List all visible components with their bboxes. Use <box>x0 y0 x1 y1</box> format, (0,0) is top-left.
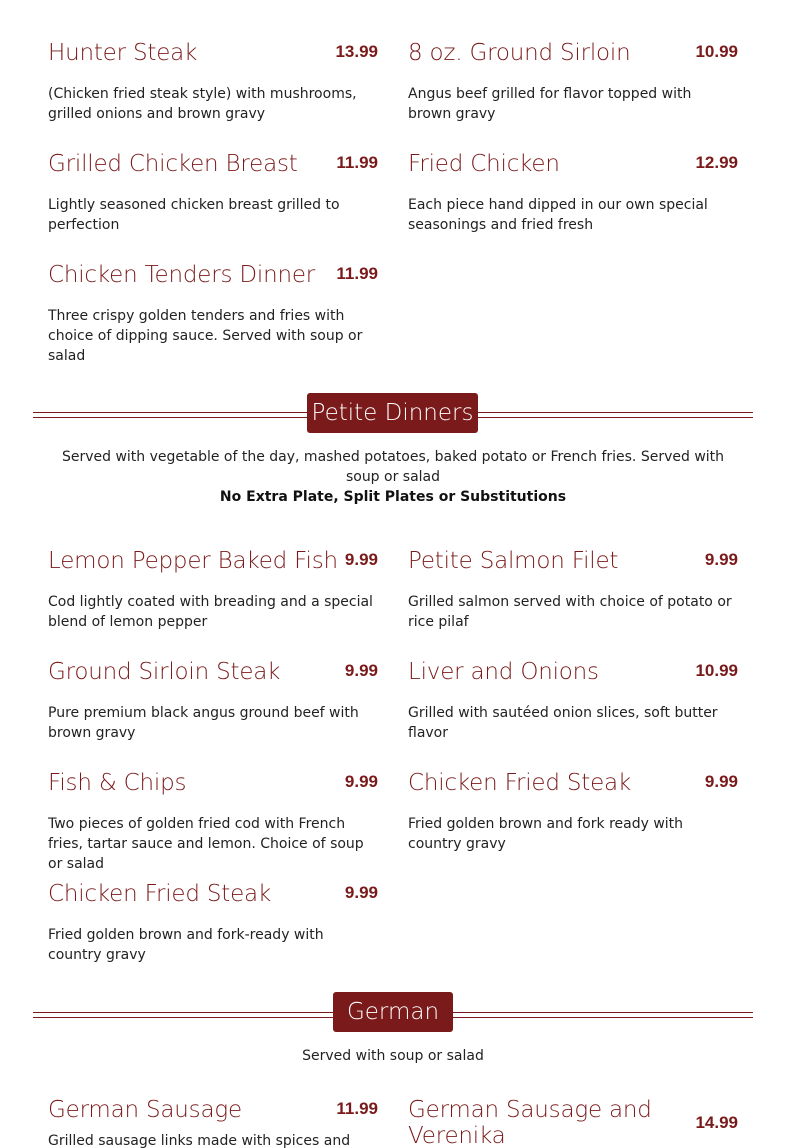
menu-item-description: Fried golden brown and fork-ready with country gravy <box>48 927 324 963</box>
menu-item-description: Lightly seasoned chicken breast grilled to perfection <box>48 197 340 233</box>
menu-item-price: 11.99 <box>336 1099 378 1118</box>
menu-item-description: Three crispy golden tenders and fries with choice of dipping sauce. Served with soup or salad <box>48 308 363 364</box>
section-note: Served with vegetable of the day, mashed potatoes, baked potato or French fries. Served with soup or salad <box>61 449 725 485</box>
menu-item-description: Grilled sausage links made with spices and <box>48 1133 351 1148</box>
menu-item-price: 12.99 <box>695 153 738 172</box>
menu-item-name: Fish & Chips <box>48 770 187 796</box>
menu-item-name: Grilled Chicken Breast <box>48 151 298 177</box>
menu-item-description: Each piece hand dipped in our own special seasonings and fried fresh <box>408 197 708 233</box>
menu-item-name: Chicken Fried Steak <box>48 881 272 907</box>
menu-item-price: 13.99 <box>335 42 378 61</box>
menu-item-name: Chicken Fried Steak <box>408 770 632 796</box>
menu-item-name: Ground Sirloin Steak <box>48 659 281 685</box>
menu-item-description: Two pieces of golden fried cod with French fries, tartar sauce and lemon. Choice of soup or salad <box>48 816 364 872</box>
menu-item-name: Fried Chicken <box>408 151 560 177</box>
menu-item-description: Angus beef grilled for flavor topped with brown gravy <box>408 86 692 122</box>
menu-item-price: 9.99 <box>704 550 738 569</box>
menu-item-price: 14.99 <box>695 1113 738 1132</box>
menu-item-description: Grilled salmon served with choice of potato or rice pilaf <box>408 594 732 630</box>
menu-item-price: 11.99 <box>336 264 378 283</box>
menu-item-name: Petite Salmon Filet <box>408 548 619 574</box>
menu-item-description: Pure premium black angus ground beef with brown gravy <box>48 705 359 741</box>
section-rule-note: No Extra Plate, Split Plates or Substitutions <box>219 489 567 505</box>
menu-item-description: (Chicken fried steak style) with mushrooms, grilled onions and brown gravy <box>48 86 357 122</box>
menu-item-price: 10.99 <box>695 661 738 680</box>
menu-item-price: 9.99 <box>344 550 378 569</box>
menu-item-description: Grilled with sautéed onion slices, soft butter flavor <box>408 705 718 741</box>
menu-item-description: Cod lightly coated with breading and a special blend of lemon pepper <box>48 594 373 630</box>
menu-item-price: 9.99 <box>344 883 378 902</box>
section-title-petite-dinners: Petite Dinners <box>307 393 478 433</box>
menu-item-name: German Sausage <box>48 1097 242 1123</box>
menu-item-price: 10.99 <box>695 42 738 61</box>
menu-item-description: Fried golden brown and fork ready with country gravy <box>408 816 684 852</box>
section-note: Served with soup or salad <box>302 1048 484 1064</box>
menu-item-name: 8 oz. Ground Sirloin <box>408 40 631 66</box>
menu-item-price: 9.99 <box>704 772 738 791</box>
menu-item-name: Chicken Tenders Dinner <box>48 262 316 288</box>
menu-item-name: Hunter Steak <box>48 40 198 66</box>
menu-item-price: 9.99 <box>344 772 378 791</box>
menu-item-name: German Sausage and Verenika <box>408 1097 652 1148</box>
menu-item-name: Lemon Pepper Baked Fish <box>48 548 338 574</box>
menu-item-price: 9.99 <box>344 661 378 680</box>
menu-item-name: Liver and Onions <box>408 659 599 685</box>
section-title-german: German <box>333 992 453 1032</box>
menu-item-price: 11.99 <box>336 153 378 172</box>
